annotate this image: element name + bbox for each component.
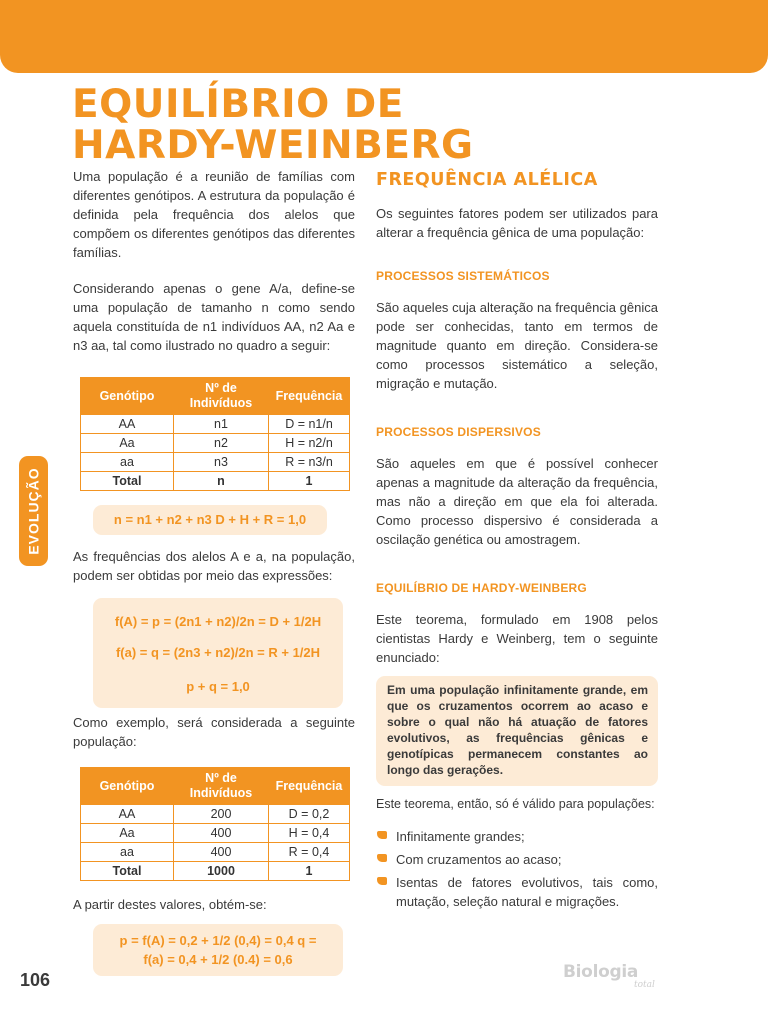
validity-paragraph: Este teorema, então, só é válido para populações:: [376, 797, 655, 811]
table-cell: D = n1/n: [269, 415, 350, 434]
table-cell: Total: [81, 862, 174, 881]
table-cell: n: [174, 472, 269, 491]
subheading-systematic: PROCESSOS SISTEMÁTICOS: [376, 269, 550, 283]
table-header-cell: Genótipo: [81, 768, 174, 805]
table-cell: 200: [174, 805, 269, 824]
allele-frequency-paragraph: As frequências dos alelos A e a, na população, podem ser obtidas por meio das expressões:: [73, 549, 355, 583]
table-row: [81, 843, 350, 862]
table-cell: H = n2/n: [269, 434, 350, 453]
page-title-line2: HARDY-WEINBERG: [72, 123, 474, 168]
top-banner: [0, 0, 768, 73]
genotype-table-example: [80, 767, 350, 881]
table-header-cell: Genótipo: [81, 378, 174, 415]
list-item-text: Infinitamente grandes;: [396, 829, 525, 844]
table-row: [81, 434, 350, 453]
publisher-logo-sub: total: [634, 980, 655, 990]
table-header-row: [81, 768, 350, 805]
table-cell: n3: [174, 453, 269, 472]
publisher-logo: Biologia: [563, 962, 639, 982]
section-side-tab: [19, 456, 48, 566]
table-cell: 1: [269, 862, 350, 881]
population-size-formula: n = n1 + n2 + n3 D + H + R = 1,0: [93, 505, 327, 535]
result-formulas: [93, 924, 343, 976]
bullet-icon: [377, 854, 387, 862]
page-title: [72, 84, 512, 166]
systematic-paragraph: São aqueles cuja alteração na frequência gênica pode ser conhecidas, tanto em termos de magnitude quanto em direção. Considera-se como processos sistemático a seleção, migração e mutação.: [376, 300, 658, 391]
formula-line: f(a) = q = (2n3 + n2)/2n = R + 1/2H: [115, 645, 321, 660]
example-paragraph: Como exemplo, será considerada a seguinte população:: [73, 715, 355, 749]
intro-paragraph: Uma população é a reunião de famílias com diferentes genótipos. A estrutura da população é definida pela frequência dos alelos que compõem os diferentes genótipos das diferentes famílias.: [73, 169, 355, 260]
table-cell: H = 0,4: [269, 824, 350, 843]
table-row: [81, 415, 350, 434]
subheading-hardy-weinberg: EQUILÍBRIO DE HARDY-WEINBERG: [376, 581, 587, 595]
table-cell: R = n3/n: [269, 453, 350, 472]
table-cell: 1000: [174, 862, 269, 881]
table-row: [81, 805, 350, 824]
table-header-cell: Nº de Indivíduos: [174, 768, 269, 805]
table-cell: AA: [81, 415, 174, 434]
table-header-cell: Frequência: [269, 768, 350, 805]
table-cell: AA: [81, 805, 174, 824]
table-cell: Aa: [81, 434, 174, 453]
table-cell: Total: [81, 472, 174, 491]
dispersive-paragraph: São aqueles em que é possível conhecer apenas a magnitude da alteração da frequência, mas não a direção em que ela foi alterada. Como processo dispersivo é considerada a oscilação genética ou amostragem.: [376, 456, 658, 547]
table-cell: D = 0,2: [269, 805, 350, 824]
gene-paragraph: Considerando apenas o gene A/a, define-se uma população de tamanho n como sendo aquela constituída de n1 indivíduos AA, n2 Aa e n3 aa, tal como ilustrado no quadro a seguir:: [73, 281, 355, 353]
right-column: [376, 167, 658, 911]
table-header-cell: Nº de Indivíduos: [174, 378, 269, 415]
page-number: 106: [20, 970, 51, 990]
table-cell: n1: [174, 415, 269, 434]
list-item: [376, 850, 658, 869]
hardy-weinberg-paragraph: Este teorema, formulado em 1908 pelos cientistas Hardy e Weinberg, tem o seguinte enunciado:: [376, 612, 658, 665]
table-cell: n2: [174, 434, 269, 453]
section-heading: FREQUÊNCIA ALÉLICA: [376, 170, 598, 190]
table-row: [81, 824, 350, 843]
table-row: [81, 453, 350, 472]
table-total-row: [81, 862, 350, 881]
table-cell: aa: [81, 453, 174, 472]
result-paragraph: A partir destes valores, obtém-se:: [73, 897, 267, 912]
table-cell: Aa: [81, 824, 174, 843]
table-cell: 1: [269, 472, 350, 491]
table-total-row: [81, 472, 350, 491]
bullet-icon: [377, 831, 387, 839]
section-side-tab-label: EVOLUÇÃO: [25, 467, 42, 555]
page-title-line1: EQUILÍBRIO DE: [72, 82, 404, 127]
table-cell: 400: [174, 824, 269, 843]
genotype-table-generic: [80, 377, 350, 491]
table-cell: 400: [174, 843, 269, 862]
list-item-text: Com cruzamentos ao acaso;: [396, 852, 562, 867]
table-header-cell: Frequência: [269, 378, 350, 415]
subheading-dispersive: PROCESSOS DISPERSIVOS: [376, 425, 541, 439]
table-header-row: [81, 378, 350, 415]
list-item: [376, 873, 658, 911]
bullet-icon: [377, 877, 387, 885]
formula-line: f(a) = 0,4 + 1/2 (0.4) = 0,6: [143, 952, 293, 967]
theorem-quote-box: Em uma população infinitamente grande, em que os cruzamentos ocorrem ao acaso e sobre o qual não há atuação de fatores evolutivos, as frequências gênicas e genotípicas permanecem constantes ao longo das gerações.: [376, 676, 658, 786]
list-item-text: Isentas de fatores evolutivos, tais como, mutação, seleção natural e migrações.: [396, 875, 658, 909]
allelic-intro-paragraph: Os seguintes fatores podem ser utilizados para alterar a frequência gênica de uma população:: [376, 206, 658, 240]
table-cell: aa: [81, 843, 174, 862]
conditions-list: [376, 827, 658, 911]
allele-frequency-formulas: [93, 598, 343, 708]
left-column: [73, 167, 355, 976]
table-cell: R = 0,4: [269, 843, 350, 862]
list-item: [376, 827, 658, 846]
formula-line: f(A) = p = (2n1 + n2)/2n = D + 1/2H: [114, 614, 322, 629]
formula-line: p + q = 1,0: [186, 679, 250, 694]
formula-line: p = f(A) = 0,2 + 1/2 (0,4) = 0,4 q =: [119, 933, 317, 948]
